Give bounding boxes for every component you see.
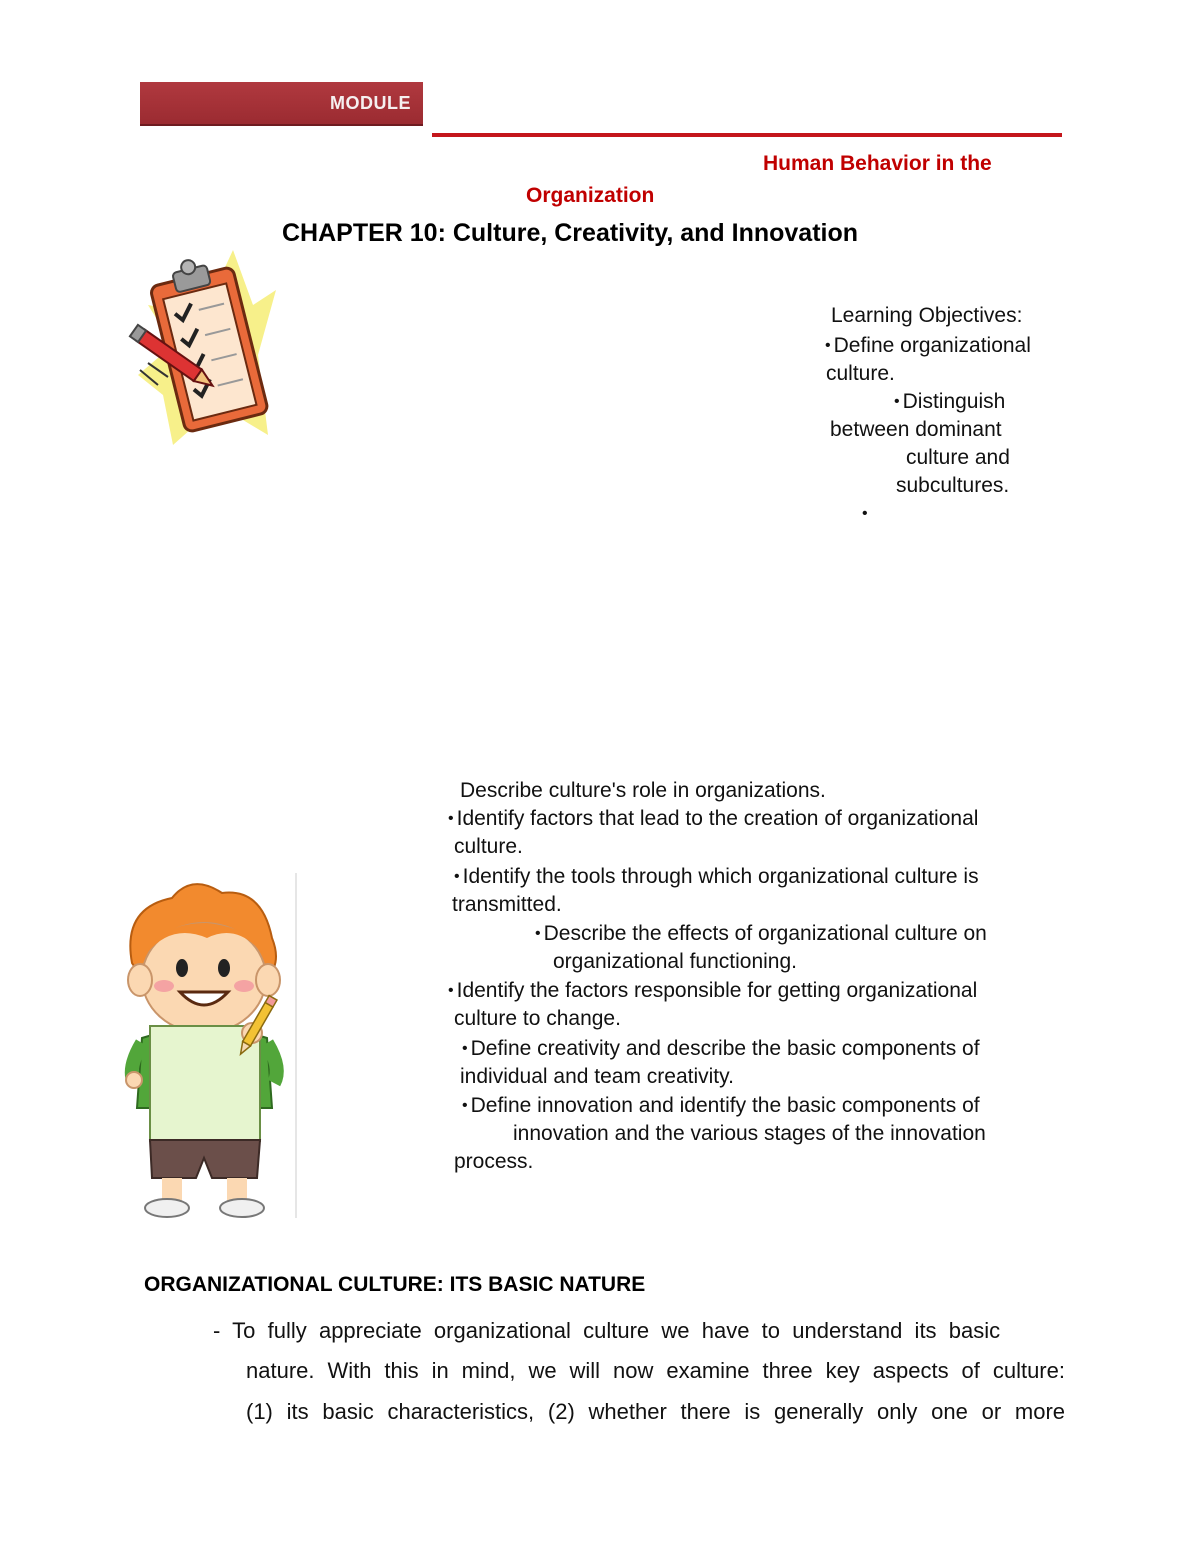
objective-bullet-empty: •: [862, 505, 868, 522]
paragraph-line: - To fully appreciate organizational culture we have to understand its basic: [213, 1318, 1001, 1343]
module-banner: [140, 82, 423, 126]
header-rule: [432, 133, 1062, 137]
banner-underline: [140, 124, 423, 125]
objective-item-line: subcultures.: [896, 474, 1010, 497]
clipboard-checklist-icon: [118, 245, 278, 450]
bullet: •: [825, 337, 831, 354]
module-label: MODULE: [330, 93, 411, 113]
objective-item-line: culture and: [906, 446, 1010, 469]
paragraph-line: (1) its basic characteristics, (2) whether there is generally only one or more: [246, 1399, 1065, 1424]
boy-with-pencil-illustration: [112, 868, 302, 1223]
objective-line: Describe culture's role in organizations.: [460, 779, 826, 802]
objective-line: • Identify the tools through which organizational culture is: [454, 865, 979, 888]
paragraph-line: nature. With this in mind, we will now examine three key aspects of culture:: [246, 1358, 1065, 1383]
objective-item-line: culture.: [826, 362, 895, 385]
objective-line: individual and team creativity.: [460, 1065, 734, 1088]
learning-objectives-heading: Learning Objectives:: [831, 304, 1023, 327]
objective-line: • Identify the factors responsible for getting organizational: [448, 979, 978, 1002]
course-subtitle-line1: Human Behavior in the: [763, 152, 992, 175]
chapter-title: CHAPTER 10: Culture, Creativity, and Innovation: [282, 219, 859, 247]
objective-line: culture.: [454, 835, 523, 858]
objective-line: • Describe the effects of organizational culture on: [535, 922, 987, 945]
objective-line: process.: [454, 1150, 534, 1173]
objective-line: transmitted.: [452, 893, 562, 916]
objective-line: • Identify factors that lead to the creation of organizational: [448, 807, 979, 830]
objective-item-line: • Define organizational: [825, 334, 1031, 357]
objective-line: • Define innovation and identify the basic components of: [462, 1094, 980, 1117]
objective-line: • Define creativity and describe the basic components of: [462, 1037, 980, 1060]
course-subtitle-line2: Organization: [526, 184, 655, 207]
objective-line: innovation and the various stages of the innovation: [513, 1122, 986, 1145]
bullet: •: [894, 393, 900, 410]
objective-item-line: • Distinguish: [894, 390, 1006, 413]
objective-line: culture to change.: [454, 1007, 621, 1030]
objective-line: organizational functioning.: [553, 950, 798, 973]
objective-item-line: between dominant: [830, 418, 1002, 441]
section-heading: ORGANIZATIONAL CULTURE: ITS BASIC NATURE: [144, 1273, 646, 1296]
